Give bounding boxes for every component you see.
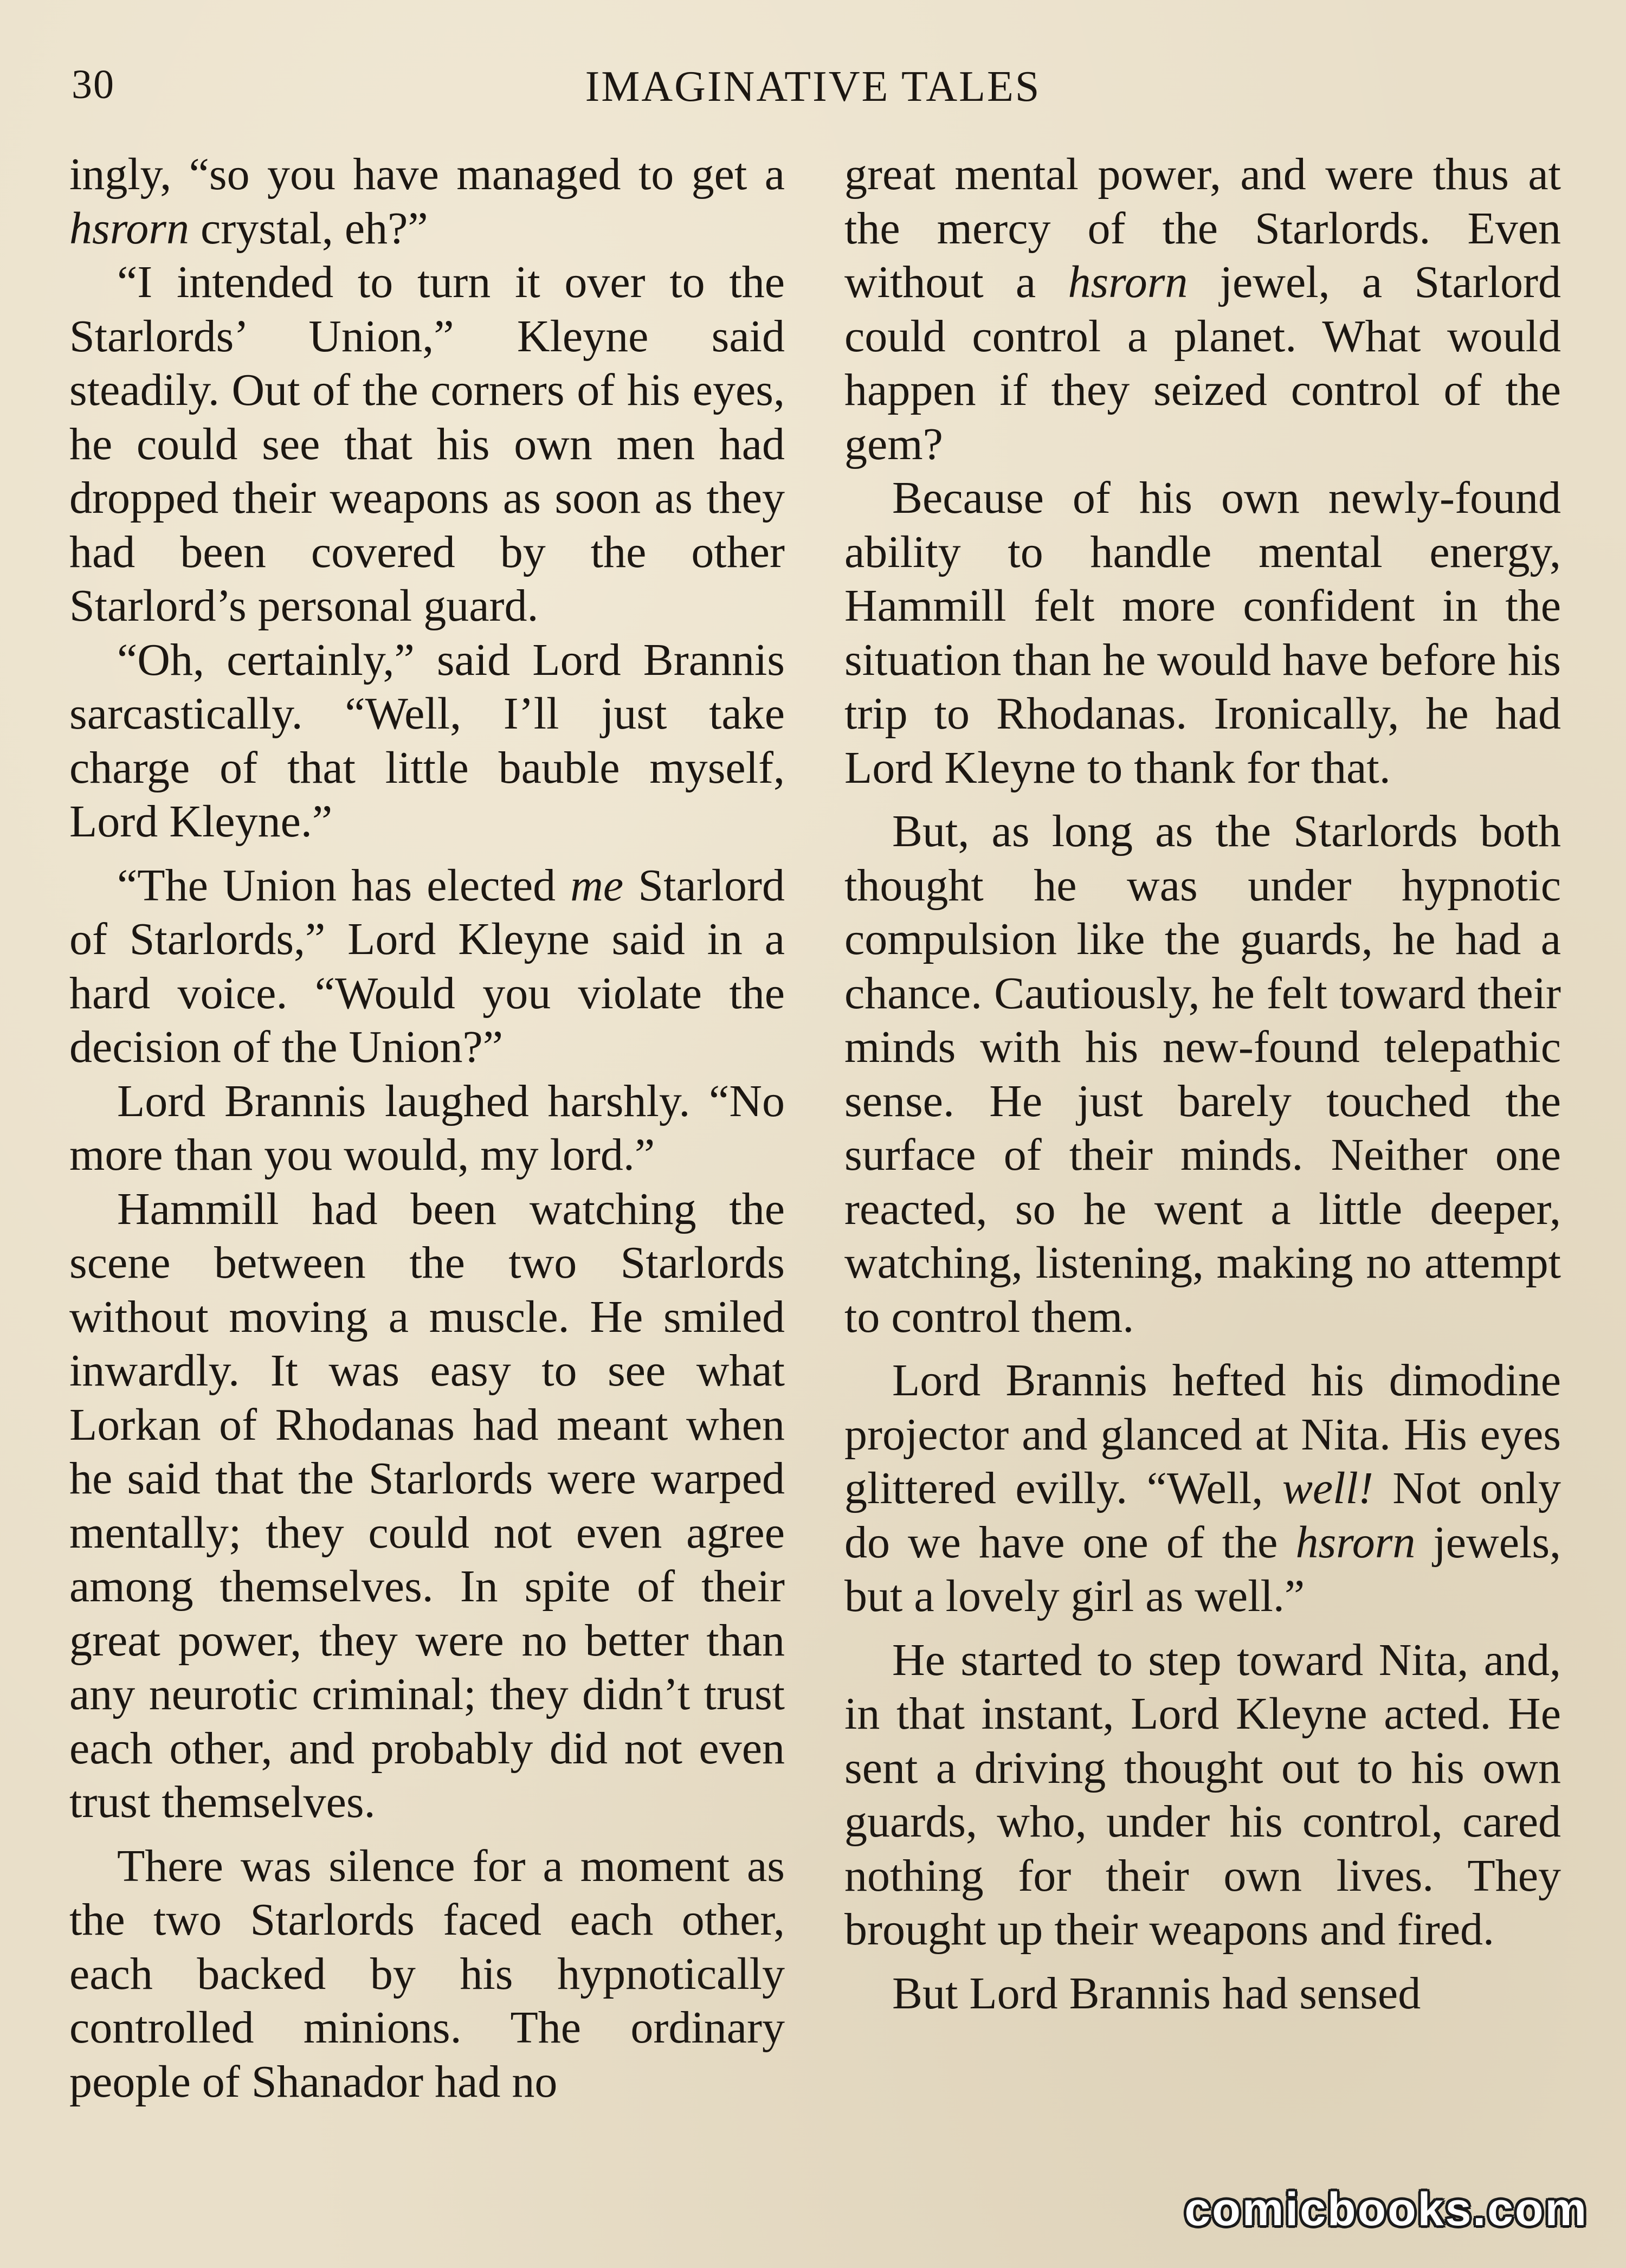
paragraph: He started to step toward Nita, and, in that instant, Lord Kleyne acted. He sent a driving thought out to his own guards, who, under his control, cared nothing for their own lives. They brought up their weapons and fired. xyxy=(844,1634,1561,1955)
running-title: IMAGINATIVE TALES xyxy=(585,63,1041,111)
left-column xyxy=(69,147,785,2109)
page-header xyxy=(70,57,1556,117)
right-column xyxy=(844,147,1561,2020)
paragraph: Because of his own newly-found ability to handle mental energy, Hammill felt more confident in the situation than he would have before his trip to Rhodanas. Ironically, he had Lord Kleyne to thank for that. xyxy=(844,473,1561,793)
paragraph: Lord Brannis laughed harshly. “No more than you would, my lord.” xyxy=(69,1075,785,1180)
paragraph: “Oh, certainly,” said Lord Brannis sarcastically. “Well, I’ll just take charge of that little bauble myself, Lord Kleyne.” xyxy=(69,634,785,847)
watermark-logo: comicbooks.com xyxy=(1184,2183,1588,2235)
paragraph: ingly, “so you have managed to get a hsrorn crystal, eh?” xyxy=(69,149,785,254)
paragraph: “I intended to turn it over to the Starlords’ Union,” Kleyne said steadily. Out of the corners of his eyes, he could see that his own men had dropped their weapons as soon as they had been covered by the other Starlord’s personal guard. xyxy=(69,257,785,631)
paragraph: But Lord Brannis had sensed xyxy=(892,1968,1421,2019)
paragraph: Hammill had been watching the scene between the two Starlords without moving a muscle. He smiled inwardly. It was easy to see what Lorkan of Rhodanas had meant when he said that the Starlords were warped mentally; they could not even agree among themselves. In spite of their great power, they were no better than any neurotic criminal; they didn’t trust each other, and probably did not even trust themselves. xyxy=(69,1183,785,1827)
paragraph: Lord Brannis hefted his dimodine projector and glanced at Nita. His eyes glittered evilly. “Well, well! Not only do we have one of the hsrorn jewels, but a lovely girl as well.” xyxy=(844,1355,1562,1621)
paragraph: There was silence for a moment as the two Starlords faced each other, each backed by his hypnotically controlled minions. The ordinary people of Shanador had no xyxy=(69,1840,785,2107)
paragraph: But, as long as the Starlords both thought he was under hypnotic compulsion like the guards, he had a chance. Cautiously, he felt toward their minds with his new-found telepathic sense. He just barely touched the surface of their minds. Neither one reacted, so he went a little deeper, watching, listening, making no attempt to control them. xyxy=(844,806,1561,1342)
page-number: 30 xyxy=(72,62,115,107)
paragraph: “The Union has elected me Starlord of Starlords,” Lord Kleyne said in a hard voice. “Would you violate the decision of the Union?” xyxy=(69,860,785,1072)
paragraph: great mental power, and were thus at the mercy of the Starlords. Even without a hsrorn jewel, a Starlord could control a planet. What would happen if they seized control of the gem? xyxy=(844,149,1561,469)
